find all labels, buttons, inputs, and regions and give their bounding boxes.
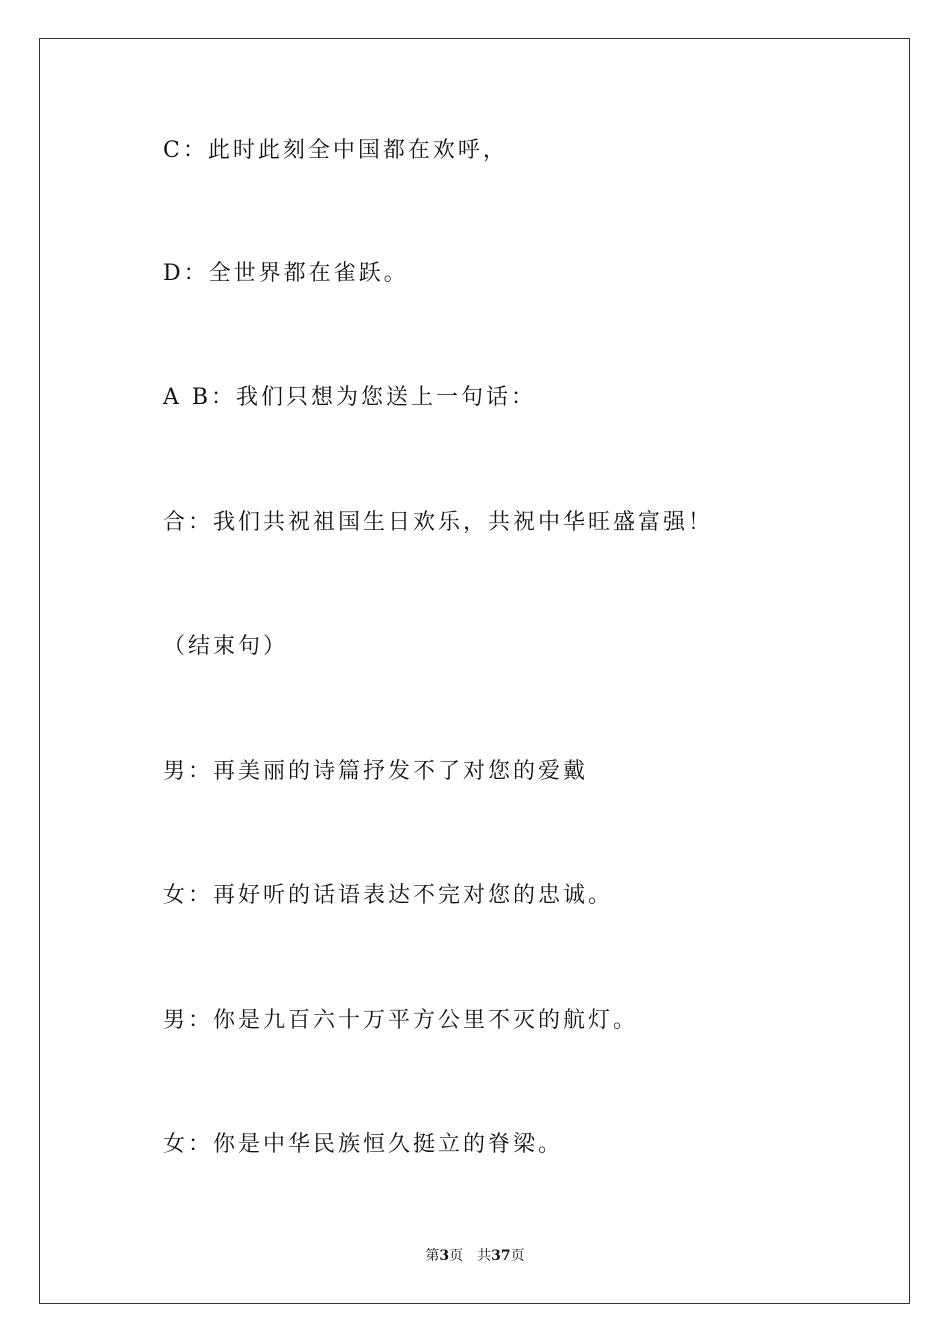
script-line: 合：我们共祝祖国生日欢乐，共祝中华旺盛富强！ bbox=[163, 510, 714, 535]
footer-total-prefix: 共 bbox=[477, 1248, 492, 1264]
script-line: 男：再美丽的诗篇抒发不了对您的爱戴 bbox=[163, 759, 589, 784]
footer-page-prefix: 第 bbox=[425, 1248, 440, 1264]
script-line: A B：我们只想为您送上一句话： bbox=[163, 385, 537, 410]
page-footer bbox=[0, 1246, 950, 1266]
footer-page-number: 3 bbox=[439, 1248, 450, 1264]
script-line: D：全世界都在雀跃。 bbox=[163, 261, 409, 286]
footer-page-suffix: 页 bbox=[449, 1248, 464, 1264]
footer-total-suffix: 页 bbox=[510, 1248, 525, 1264]
script-line: C：此时此刻全中国都在欢呼， bbox=[163, 138, 508, 163]
script-line: 男：你是九百六十万平方公里不灭的航灯。 bbox=[163, 1008, 639, 1033]
footer-total-pages: 37 bbox=[491, 1248, 511, 1264]
page-frame bbox=[39, 38, 910, 1304]
script-line: （结束句） bbox=[163, 634, 289, 659]
script-line: 女：你是中华民族恒久挺立的脊梁。 bbox=[163, 1132, 564, 1157]
script-line: 女：再好听的话语表达不完对您的忠诚。 bbox=[163, 883, 614, 908]
